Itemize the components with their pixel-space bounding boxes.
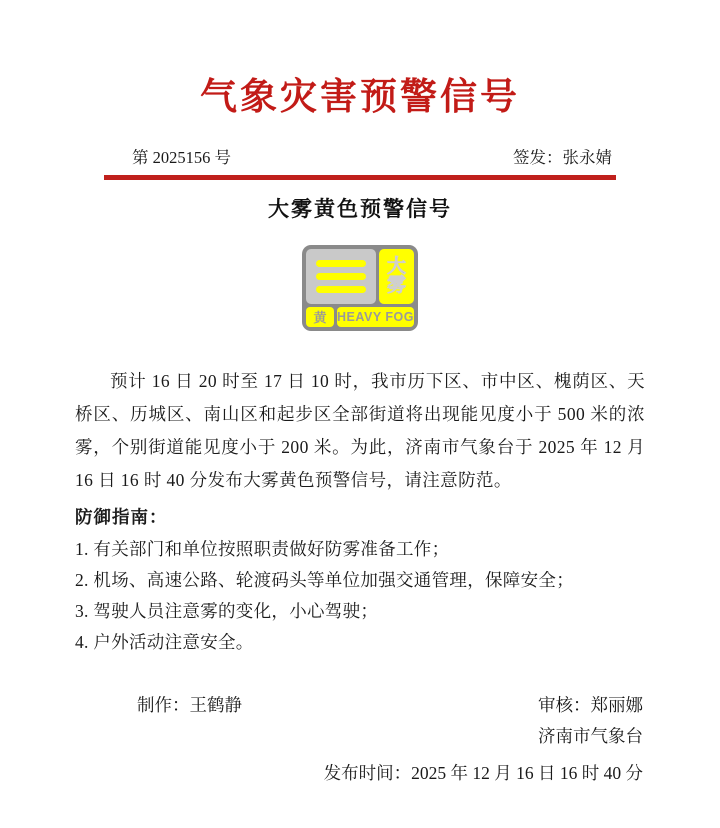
issuing-office: 济南市气象台 — [538, 726, 643, 746]
reviewer-credit: 审核：郑丽娜 — [538, 695, 643, 715]
guide-heading: 防御指南： — [75, 507, 168, 527]
signer: 签发：张永婧 — [513, 148, 612, 167]
body-paragraph: 预计 16 日 20 时至 17 日 10 时，我市历下区、市中区、槐荫区、天桥区、历城区、南山区和起步区全部街道将出现能见度小于 500 米的浓雾，个别街道能见度小于 200 米。为此，济南市气象台于 2025 年 12 月 16 日 16 时 40 分发布大雾黄色预警信号，请注意防范。 — [75, 371, 645, 490]
icon-bottom-row — [306, 307, 414, 327]
icon-level-label: 黄 — [306, 307, 334, 327]
guide-list — [75, 534, 645, 658]
document-meta-row — [104, 144, 616, 168]
fog-bars-graphic — [306, 249, 376, 304]
document-footer — [75, 690, 645, 789]
fog-bar-3 — [316, 286, 366, 293]
document-body — [75, 365, 645, 658]
footer-credits-row — [75, 690, 645, 721]
page-title: 气象灾害预警信号 — [200, 77, 520, 118]
warning-subtitle: 大雾黄色预警信号 — [268, 197, 452, 221]
icon-chinese-label — [379, 249, 414, 304]
icon-top-row — [306, 249, 414, 304]
list-item: 3. 驾驶人员注意雾的变化，小心驾驶； — [75, 601, 379, 621]
fog-bar-2 — [316, 273, 366, 280]
icon-chinese-char-wu: 雾 — [386, 275, 406, 297]
warning-icon-container — [0, 245, 720, 331]
producer-credit: 制作：王鹤静 — [137, 695, 242, 715]
icon-english-label: HEAVY FOG — [337, 307, 414, 327]
publish-time: 发布时间：2025 年 12 月 16 日 16 时 40 分 — [323, 763, 643, 783]
list-item: 2. 机场、高速公路、轮渡码头等单位加强交通管理，保障安全； — [75, 570, 574, 590]
icon-chinese-char-da: 大 — [386, 256, 406, 278]
heavy-fog-yellow-warning-icon — [302, 245, 418, 331]
red-divider — [104, 175, 616, 180]
fog-bar-1 — [316, 260, 366, 267]
list-item: 4. 户外活动注意安全。 — [75, 632, 254, 652]
list-item: 1. 有关部门和单位按照职责做好防雾准备工作； — [75, 539, 450, 559]
issue-number: 第 2025156 号 — [132, 148, 231, 167]
